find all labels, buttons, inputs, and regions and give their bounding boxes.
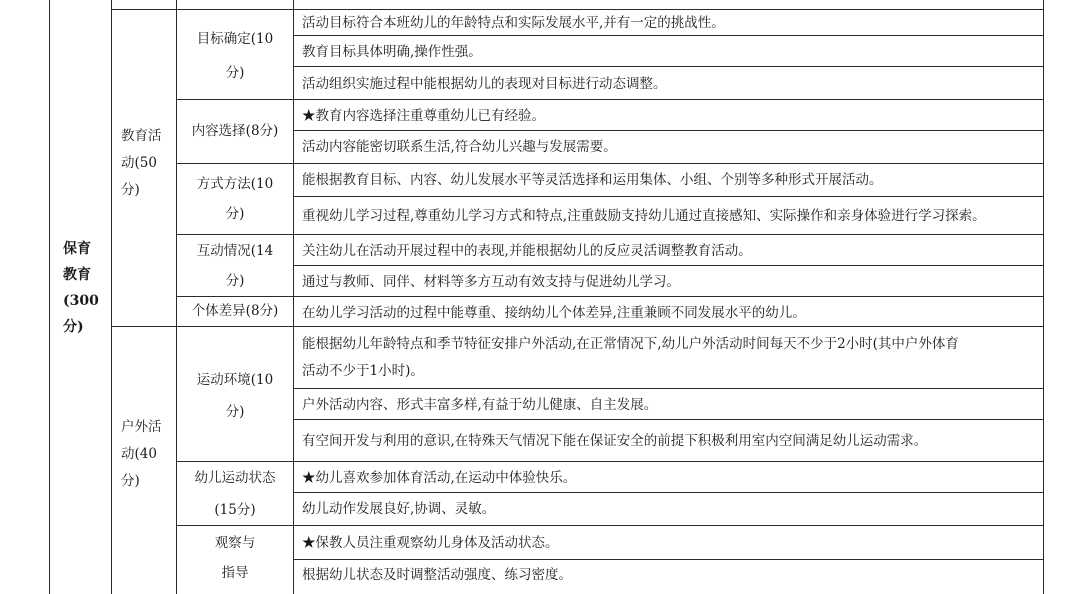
item-label-line: 幼儿运动状态 (194, 470, 276, 486)
item-label-line: 指导 (221, 565, 249, 581)
row-divider (293, 196, 1044, 197)
row-divider (176, 99, 1044, 100)
item-interact (177, 236, 293, 296)
top-category-line: 分) (63, 319, 84, 335)
table-border-right (1043, 0, 1044, 594)
group-label-line: 动(50 (121, 155, 157, 171)
row-divider (111, 9, 1044, 10)
item-label-line: (15分) (214, 502, 256, 518)
item-label-line: 内容选择(8分) (191, 123, 279, 139)
criterion-text (293, 331, 959, 385)
top-category-line: 保育 (63, 241, 91, 257)
criterion-text: 关注幼儿在活动开展过程中的表现,并能根据幼儿的反应灵活调整教育活动。 (302, 243, 752, 259)
row-divider (293, 265, 1044, 266)
item-observe (177, 528, 293, 588)
top-category-label (63, 236, 109, 340)
group-label-line: 动(40 (121, 446, 157, 462)
group-label-line: 教育活 (121, 128, 162, 144)
row-divider (293, 559, 1044, 560)
item-goal (177, 22, 293, 90)
criterion-text: ★教育内容选择注重尊重幼儿已有经验。 (302, 108, 545, 124)
item-label-line: 分) (225, 206, 245, 222)
top-category-line: (300 (63, 293, 99, 309)
item-label-line: 分) (225, 404, 245, 420)
item-label-line: 目标确定(10 (196, 31, 274, 47)
criterion-text: ★保教人员注重观察幼儿身体及活动状态。 (302, 535, 559, 551)
row-divider (293, 35, 1044, 36)
item-state (177, 462, 293, 526)
group-label-line: 分) (121, 473, 140, 489)
row-divider (293, 388, 1044, 389)
evaluation-table (49, 0, 1044, 594)
criterion-text: 通过与教师、同伴、材料等多方互动有效支持与促进幼儿学习。 (302, 274, 680, 290)
row-divider (293, 419, 1044, 420)
item-label-line: 分) (225, 65, 245, 81)
row-divider (176, 296, 1044, 297)
criterion-line: 能根据幼儿年龄特点和季节特征安排户外活动,在正常情况下,幼儿户外活动时间每天不少于2小时(其中户外体育 (302, 336, 959, 352)
group-label-line: 分) (121, 182, 140, 198)
criterion-text: 活动组织实施过程中能根据幼儿的表现对目标进行动态调整。 (302, 76, 667, 92)
item-label-line: 观察与 (214, 535, 256, 551)
criterion-text: 户外活动内容、形式丰富多样,有益于幼儿健康、自主发展。 (302, 397, 658, 413)
criterion-line: 活动不少于1小时)。 (302, 363, 424, 379)
item-label-line: 运动环境(10 (196, 372, 274, 388)
criterion-text: ★幼儿喜欢参加体育活动,在运动中体验快乐。 (302, 470, 577, 486)
item-env (177, 364, 293, 428)
group-label-line: 户外活 (121, 419, 162, 435)
criterion-text: 有空间开发与利用的意识,在特殊天气情况下能在保证安全的前提下积极利用室内空间满足幼儿运动需求。 (302, 433, 928, 449)
item-content (177, 122, 293, 140)
row-divider (293, 66, 1044, 67)
group-education-label (121, 123, 175, 204)
item-label-line: 互动情况(14 (196, 243, 274, 259)
row-divider (176, 525, 1044, 526)
group-outdoor-label (121, 414, 175, 495)
criterion-text: 幼儿动作发展良好,协调、灵敏。 (302, 501, 496, 517)
criterion-text: 在幼儿学习活动的过程中能尊重、接纳幼儿个体差异,注重兼顾不同发展水平的幼儿。 (302, 305, 806, 321)
item-indiv (177, 302, 293, 320)
row-divider (176, 461, 1044, 462)
row-divider (293, 130, 1044, 131)
item-label-line: 分) (225, 273, 245, 289)
criterion-text: 根据幼儿状态及时调整活动强度、练习密度。 (302, 567, 572, 583)
row-divider (176, 234, 1044, 235)
item-label-line: 个体差异(8分) (191, 303, 279, 319)
criterion-text: 活动目标符合本班幼儿的年龄特点和实际发展水平,并有一定的挑战性。 (302, 15, 725, 31)
row-divider (111, 326, 1044, 327)
item-label-line: 方式方法(10 (196, 176, 274, 192)
table-border-left (49, 0, 50, 594)
row-divider (176, 163, 1044, 164)
criterion-text: 能根据教育目标、内容、幼儿发展水平等灵活选择和运用集体、小组、个别等多种形式开展活动。 (302, 172, 883, 188)
item-method (177, 169, 293, 229)
criterion-text: 教育目标具体明确,操作性强。 (302, 44, 482, 60)
criterion-text: 重视幼儿学习过程,尊重幼儿学习方式和特点,注重鼓励支持幼儿通过直接感知、实际操作和亲身体验进行学习探索。 (302, 208, 986, 224)
top-category-line: 教育 (63, 267, 91, 283)
row-divider (293, 492, 1044, 493)
column-divider (111, 0, 112, 594)
criterion-text: 活动内容能密切联系生活,符合幼儿兴趣与发展需要。 (302, 139, 617, 155)
